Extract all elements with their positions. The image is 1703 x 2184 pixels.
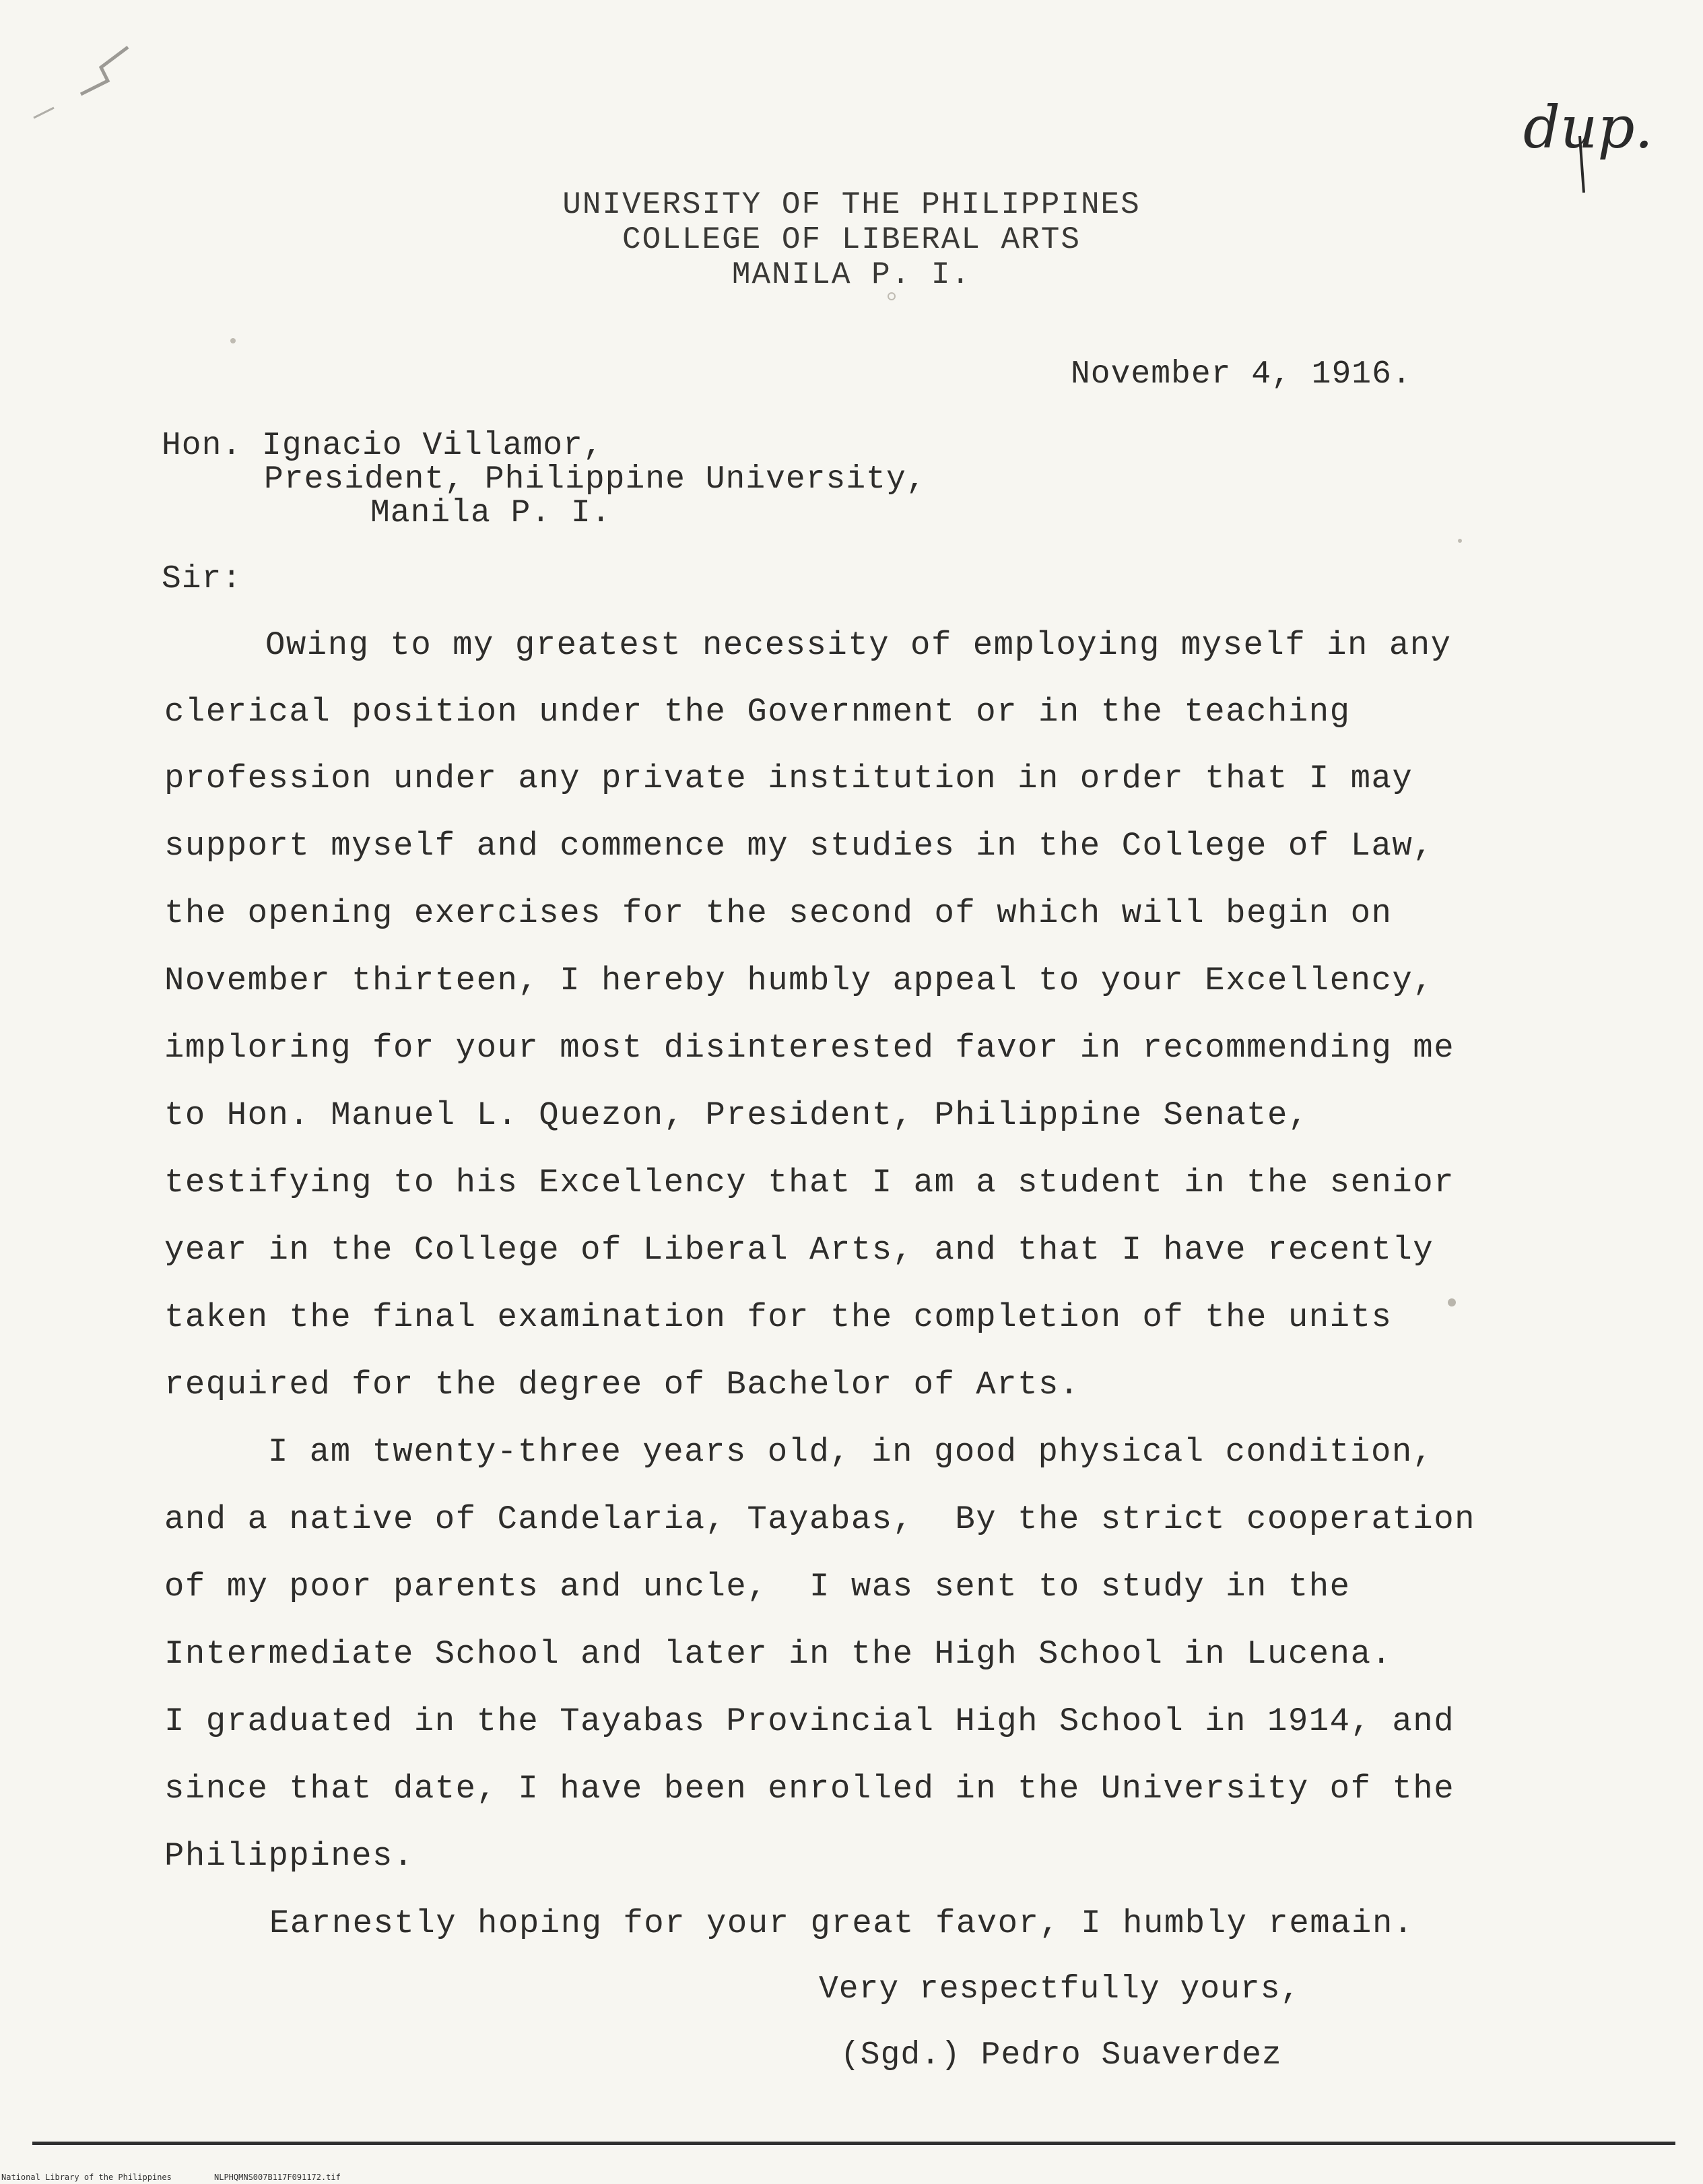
scan-speck (888, 292, 896, 300)
letterhead-college: COLLEGE OF LIBERAL ARTS (622, 222, 1081, 257)
addressee-city: Manila P. I. (370, 495, 611, 531)
footer-rule (32, 2142, 1675, 2145)
paragraph-line: of my poor parents and uncle, I was sent to study in the (164, 1568, 1351, 1606)
footer-source: National Library of the Philippines (1, 2173, 172, 2182)
paragraph-line: the opening exercises for the second of which will begin on (164, 894, 1393, 932)
salutation: Sir: (162, 561, 242, 597)
letterhead-university: UNIVERSITY OF THE PHILIPPINES (562, 187, 1141, 222)
paragraph-line: Earnestly hoping for your great favor, I humbly remain. (269, 1905, 1414, 1942)
scan-speck (230, 338, 236, 343)
letterhead (0, 187, 1703, 292)
paragraph-line: testifying to his Excellency that I am a student in the senior (164, 1164, 1455, 1201)
paragraph-line: Philippines. (164, 1837, 414, 1875)
letter-date: November 4, 1916. (1071, 356, 1412, 393)
signature: (Sgd.) Pedro Suaverdez (840, 2037, 1282, 2074)
paragraph-line: clerical position under the Government or in the teaching (164, 693, 1351, 731)
paragraph-line: I am twenty-three years old, in good physical condition, (268, 1433, 1434, 1471)
paragraph-line: November thirteen, I hereby humbly appeal to your Excellency, (164, 962, 1434, 999)
paragraph-line: Intermediate School and later in the High School in Lucena. (164, 1635, 1393, 1673)
paragraph-line: support myself and commence my studies in the College of Law, (164, 827, 1434, 865)
paragraph-line: taken the final examination for the completion of the units (164, 1298, 1393, 1336)
letterhead-city: MANILA P. I. (731, 257, 972, 292)
handwritten-dup-note: dup. (1523, 94, 1653, 162)
footer-file-id: NLPHQMNS007B117F091172.tif (214, 2173, 341, 2182)
paragraph-line: profession under any private institution in order that I may (164, 760, 1413, 797)
scan-speck (1448, 1298, 1456, 1306)
addressee-title: President, Philippine University, (264, 461, 927, 498)
scan-speck (1458, 539, 1462, 543)
addressee-name: Hon. Ignacio Villamor, (162, 428, 603, 464)
corner-scan-mark (27, 40, 135, 121)
paragraph-line: and a native of Candelaria, Tayabas, By the strict cooperation (164, 1500, 1476, 1538)
paragraph-line: since that date, I have been enrolled in the University of the (164, 1770, 1455, 1808)
paragraph-line: imploring for your most disinterested favor in recommending me (164, 1029, 1455, 1067)
paragraph-line: to Hon. Manuel L. Quezon, President, Philippine Senate, (164, 1096, 1309, 1134)
paragraph-line: Owing to my greatest necessity of employing myself in any (265, 626, 1452, 664)
paragraph-line: year in the College of Liberal Arts, and that I have recently (164, 1231, 1434, 1269)
paragraph-line: required for the degree of Bachelor of Arts. (164, 1366, 1080, 1403)
paragraph-line: I graduated in the Tayabas Provincial High School in 1914, and (164, 1702, 1455, 1740)
handwritten-stroke (1576, 135, 1589, 195)
closing: Very respectfully yours, (819, 1971, 1301, 2008)
